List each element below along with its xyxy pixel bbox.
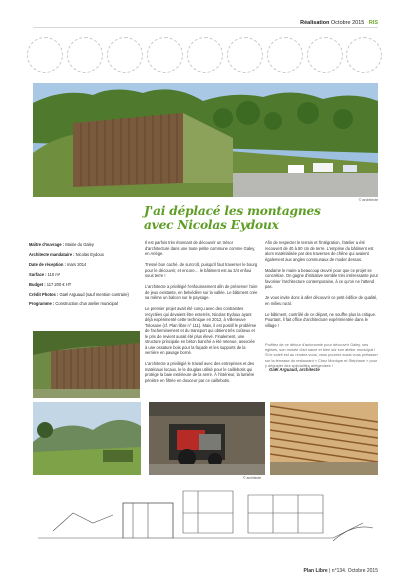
header-rubric: RIS: [368, 20, 378, 26]
hero-credit: © architecte: [358, 198, 378, 202]
fact-row: Maître d'ouvrage : Mairie du Galey: [29, 242, 94, 247]
paragraph: L'architecte a privilégié le travail avec des entreprises et des matériaux locaux, le le douglas utilisé pour le caillebotis qui protège la baie extérieure de la serre. À l'intérieur, la lumière pénètre en filtrée en douceur par ce caillebotis.: [145, 361, 255, 383]
hero-photo: [33, 83, 378, 197]
article-column-1: [145, 240, 258, 389]
decorative-circle: [107, 37, 143, 73]
header-issue: Octobre 2015: [331, 20, 365, 26]
fact-row: Date de réception : mars 2014: [29, 261, 87, 267]
decorative-circles: [27, 37, 382, 73]
decorative-circle: [187, 37, 223, 73]
paragraph: Il est parfois très étonnant de découvrir un trésor d'architecture dans une toute petite commune comme Galey, en Ariège.: [145, 240, 256, 256]
header-section: Réalisation: [300, 20, 330, 26]
footer-magazine: Plan Libre: [303, 568, 328, 574]
page-footer: [304, 568, 378, 574]
author-signature: Gaël Arguaud, architecte: [269, 367, 320, 372]
interior-tractor-photo: [149, 402, 265, 475]
thumb-credit: © architecte: [243, 476, 262, 480]
decorative-circle: [307, 37, 343, 73]
fact-row: Crédit Photos : Gaël Arguaud (sauf mention contraire): [29, 291, 129, 297]
decorative-circle: [147, 37, 183, 73]
building-facade-photo: [33, 331, 140, 398]
pergola-photo: [270, 402, 378, 475]
paragraph: L'architecte a privilégié l'enfouissement afin de préserver l'aire de jeux existante, en belvédère sur la vallée. Le bâtiment crée sa même un balcon sur le paysage.: [145, 284, 258, 300]
landscape-photo: [33, 402, 141, 475]
article-title: J'ai déplacé les montagnes avec Nicolas Eydoux: [144, 204, 321, 232]
page-header: [300, 20, 378, 26]
fact-row: Budget : 117 200 € HT: [29, 281, 72, 287]
decorative-circle: [346, 37, 382, 73]
paragraph: Le bâtiment, contrôlé de ce départ, ne souffre plus la critique. Pourtant, il fait office d'architecture expérimentée dans le village !: [265, 311, 376, 328]
paragraph: Le premier projet avait été conçu avec des contraintes recyclées qui devaient être enterrés, Nicolas Eydoux ayant déjà expérimenté cette technique en 2012, à Villeneuve Tolosane (cf. Plan libre n° 111). Mais, il est positif le problème de l'acheminement et du transport qui obtient très coûteux et le prix de revient aurait été plus élevé. Finalement, une structure principale en béton banché a été retenue, associée à une ossature bois pour la façade et les supports de la verrière en pavage borné.: [145, 306, 257, 355]
project-facts: [29, 240, 137, 309]
fact-row: Surface : 110 m²: [29, 271, 61, 277]
architectural-plans: [33, 483, 378, 548]
header-rule: [33, 27, 378, 28]
paragraph: Je vous invite donc à aller découvrir ce petit édifice de qualité, en milieu rural.: [265, 295, 378, 306]
decorative-circle: [27, 37, 63, 73]
fact-row: Programme : Construction d'un atelier municipal: [29, 301, 118, 307]
footer-issue: | n°134. Octobre 2015: [327, 568, 378, 574]
decorative-circle: [67, 37, 103, 73]
decorative-circle: [227, 37, 263, 73]
sidebar-quote: Profitez de ce détour d'autonomie pour découvrir Galey, ses églises, son musée d'art sacré et bien sûr son atelier municipal ! Si le soleil est au rendez-vous, vous pourrez aussi vous prélasser sur la terrasse du restaurant « Chez Monique et Stéphane » pour y déguster des spécialités ariégeoises !: [265, 342, 378, 368]
paragraph: Madame le maire a beaucoup œuvré pour que ce projet se concrétise. On gagne d'initiative semble très intéressante pour favoriser l'architecture contemporaine, à ce qu'on ne l'attend pas.: [265, 267, 378, 289]
paragraph: Afin de respecter le terrain et l'intégration, l'atelier a été recouvert de 40 à 50 cm de terre. L'emprise du bâtiment est alors matérialisée par des traverses de chêne qui avaient également aux angles communaux de moder dessus.: [265, 240, 374, 262]
paragraph: Tressé bon caché, de surcroît, puisqu'il faut traverser le bourg pour le découvrir, et encore… le bâtiment est au 3/4 enfoui sous terre !: [145, 262, 258, 278]
decorative-circle: [267, 37, 303, 73]
fact-row: Architecte mandataire : Nicolas Eydoux: [29, 251, 104, 257]
article-column-2: [265, 240, 379, 334]
